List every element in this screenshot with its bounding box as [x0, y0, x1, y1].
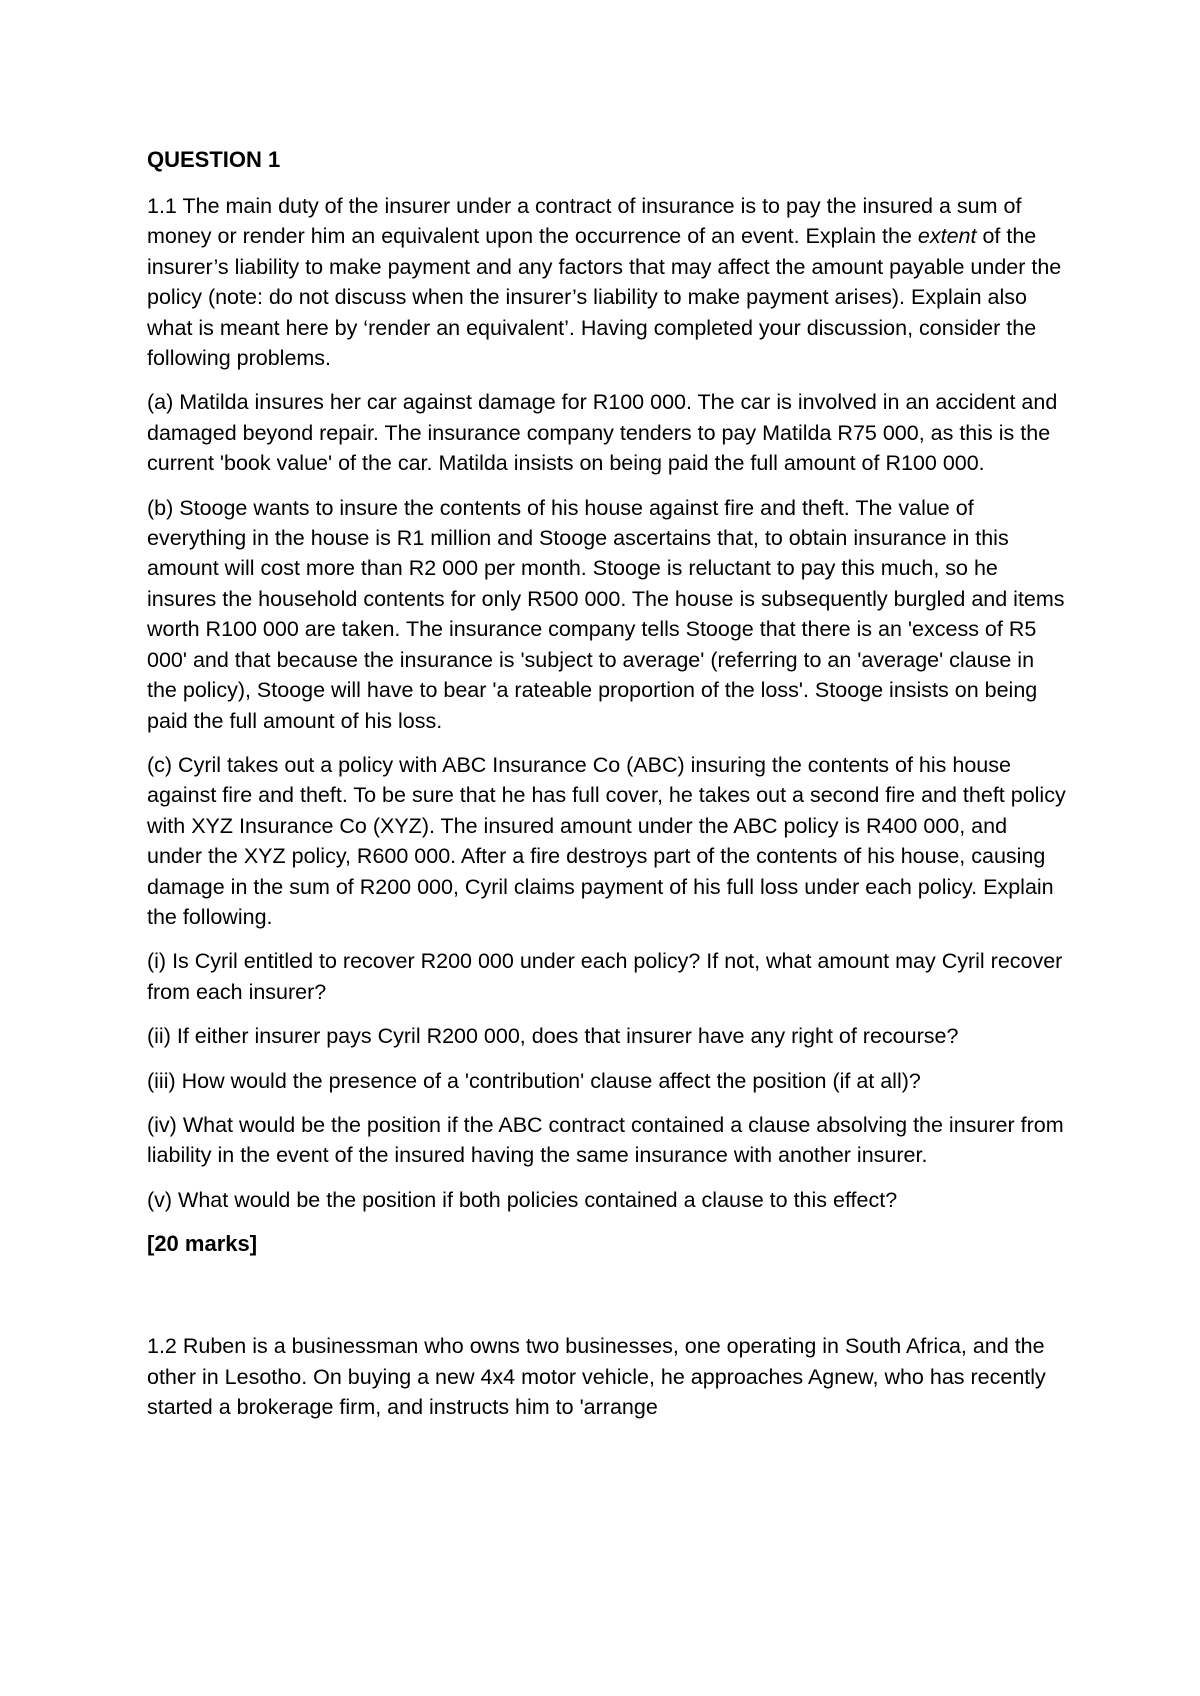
document-page: [147, 145, 1067, 1436]
question-1-1: [147, 191, 1067, 373]
sub-question-iv: (iv) What would be the position if the ABC contract contained a clause absolving the insurer from liability in the event of the insured having the same insurance with another insurer.: [147, 1112, 1064, 1168]
question-heading: QUESTION 1: [147, 147, 281, 172]
question-1-1-text-end: of the insurer’s liability to make payment and any factors that may affect the amount payable under the policy (note: do not discuss when the insurer’s liability to make payment arises). Explain also what is meant here by ‘render an equivalent’. Having completed your discussion, consider the following problems.: [147, 224, 1062, 371]
question-1-1-text-start: 1.1 The main duty of the insurer under a contract of insurance is to pay the insured a sum of money or render him an equivalent upon the occurrence of an event. Explain the: [147, 194, 1022, 249]
sub-question-ii: (ii) If either insurer pays Cyril R200 000, does that insurer have any right of recourse?: [147, 1024, 959, 1049]
spacer: [147, 1259, 1067, 1331]
sub-question-iii: (iii) How would the presence of a 'contribution' clause affect the position (if at all)?: [147, 1068, 921, 1093]
emphasis-extent: extent: [917, 224, 977, 249]
question-1-2: 1.2 Ruben is a businessman who owns two businesses, one operating in South Africa, and the other in Lesotho. On buying a new 4x4 motor vehicle, he approaches Agnew, who has recently started a brokerage firm, and instructs him to 'arrange: [147, 1334, 1046, 1419]
problem-a: (a) Matilda insures her car against damage for R100 000. The car is involved in an accident and damaged beyond repair. The insurance company tenders to pay Matilda R75 000, as this is the current 'book value' of the car. Matilda insists on being paid the full amount of R100 000.: [147, 390, 1058, 476]
problem-b: (b) Stooge wants to insure the contents of his house against fire and theft. The value of everything in the house is R1 million and Stooge ascertains that, to obtain insurance in this amount will cost more than R2 000 per month. Stooge is reluctant to pay this much, so he insures the household contents for only R500 000. The house is subsequently burgled and items worth R100 000 are taken. The insurance company tells Stooge that there is an 'excess of R5 000' and that because the insurance is 'subject to average' (referring to an 'average' clause in the policy), Stooge will have to bear 'a rateable proportion of the loss'. Stooge insists on being paid the full amount of his loss.: [147, 495, 1065, 733]
problem-c: (c) Cyril takes out a policy with ABC Insurance Co (ABC) insuring the contents of his house against fire and theft. To be sure that he has full cover, he takes out a second fire and theft policy with XYZ Insurance Co (XYZ). The insured amount under the ABC policy is R400 000, and under the XYZ policy, R600 000. After a fire destroys part of the contents of his house, causing damage in the sum of R200 000, Cyril claims payment of his full loss under each policy. Explain the following.: [147, 752, 1066, 929]
sub-question-v: (v) What would be the position if both policies contained a clause to this effect?: [147, 1187, 898, 1212]
sub-question-i: (i) Is Cyril entitled to recover R200 000 under each policy? If not, what amount may Cyril recover from each insurer?: [147, 949, 1063, 1004]
marks-total: [20 marks]: [147, 1231, 258, 1257]
